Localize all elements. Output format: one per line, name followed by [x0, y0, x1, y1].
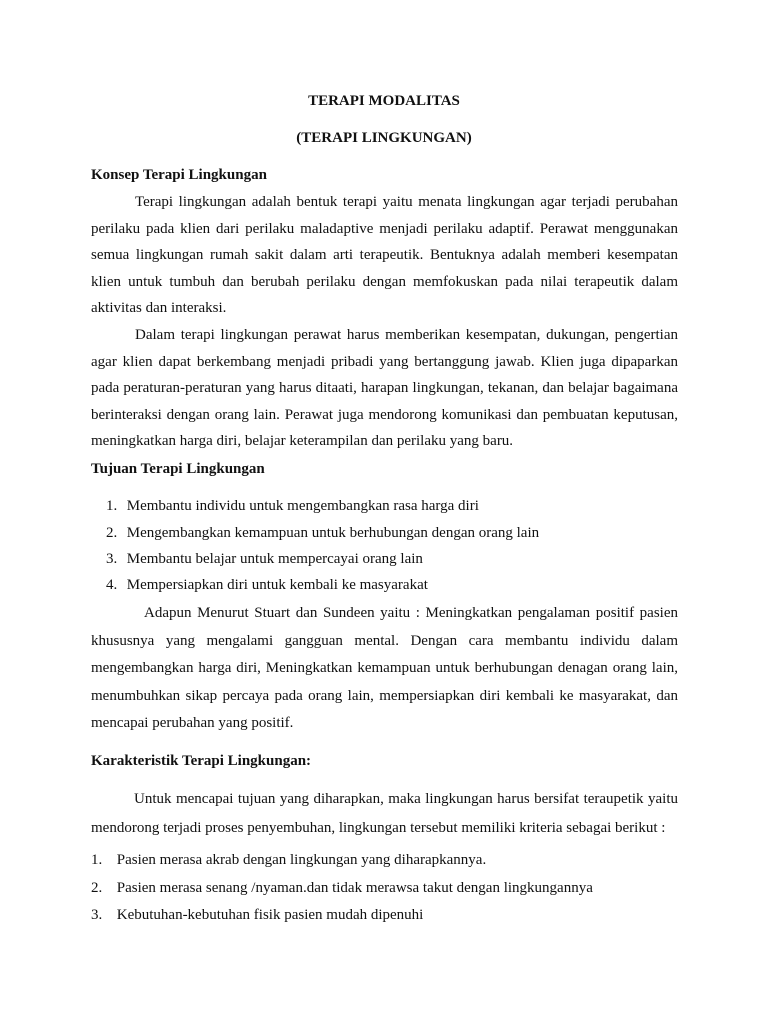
section-heading-tujuan: Tujuan Terapi Lingkungan — [91, 461, 265, 477]
document-title: TERAPI MODALITAS — [308, 93, 460, 109]
list-item-text: Pasien merasa senang /nyaman.dan tidak merawsa takut dengan lingkungannya — [116, 880, 593, 896]
list-item-number: 1. — [91, 852, 103, 868]
list-item — [91, 880, 593, 897]
list-item — [106, 525, 539, 542]
list-item-number: 2. — [91, 880, 103, 896]
list-item — [106, 551, 423, 568]
list-item — [106, 498, 479, 515]
list-item-number: 3. — [91, 907, 103, 923]
paragraph-konsep-1: Terapi lingkungan adalah bentuk terapi yaitu menata lingkungan agar terjadi perubahan perilaku pada klien dari perilaku maladaptive menjadi perilaku adaptif. Perawat menggunakan semua lingkungan rumah sakit dalam arti terapeutik. Bentuknya adalah memberi kesempatan klien untuk tumbuh dan berubah perilaku dengan memfokuskan pada nilai terapeutik dalam aktivitas dan interaksi. — [91, 194, 678, 317]
list-item-number: 2. — [106, 525, 118, 541]
list-item — [91, 907, 423, 924]
list-item-text: Kebutuhan-kebutuhan fisik pasien mudah dipenuhi — [116, 907, 424, 923]
list-item-number: 1. — [106, 498, 118, 514]
section-heading-konsep: Konsep Terapi Lingkungan — [91, 167, 267, 183]
paragraph-karakteristik: Untuk mencapai tujuan yang diharapkan, maka lingkungan harus bersifat teraupetik yaitu mendorong terjadi proses penyembuhan, lingkungan tersebut memiliki kriteria sebagai berikut : — [91, 791, 678, 837]
list-item-text: Mengembangkan kemampuan untuk berhubungan dengan orang lain — [126, 525, 540, 541]
list-item — [91, 852, 486, 869]
document-subtitle: (TERAPI LINGKUNGAN) — [296, 130, 472, 146]
paragraph-konsep-2: Dalam terapi lingkungan perawat harus memberikan kesempatan, dukungan, pengertian agar klien dapat berkembang menjadi pribadi yang bertanggung jawab. Klien juga dipaparkan pada peraturan-peraturan yang harus ditaati, harapan lingkungan, tekanan, dan belajar bagaimana berinteraksi dengan orang lain. Perawat juga mendorong komunikasi dan pembuatan keputusan, meningkatkan harga diri, belajar keterampilan dan perilaku yang baru. — [91, 327, 678, 450]
section-heading-karakteristik: Karakteristik Terapi Lingkungan: — [91, 753, 312, 769]
list-item — [106, 577, 428, 594]
list-item-text: Pasien merasa akrab dengan lingkungan yang diharapkannya. — [116, 852, 487, 868]
paragraph-tujuan: Adapun Menurut Stuart dan Sundeen yaitu : Meningkatkan pengalaman positif pasien khususnya yang mengalami gangguan mental. Dengan cara membantu individu dalam mengembangkan harga diri, Meningkatkan kemampuan untuk berhubungan denagan orang lain, menumbuhkan sikap percaya pada orang lain, mempersiapkan diri kembali ke masyarakat, dan mencapai perubahan yang positif. — [91, 605, 678, 732]
list-item-number: 4. — [106, 577, 118, 593]
list-item-text: Membantu belajar untuk mempercayai orang lain — [126, 551, 423, 567]
list-item-text: Membantu individu untuk mengembangkan rasa harga diri — [126, 498, 479, 514]
list-item-text: Mempersiapkan diri untuk kembali ke masyarakat — [126, 577, 428, 593]
list-item-number: 3. — [106, 551, 118, 567]
